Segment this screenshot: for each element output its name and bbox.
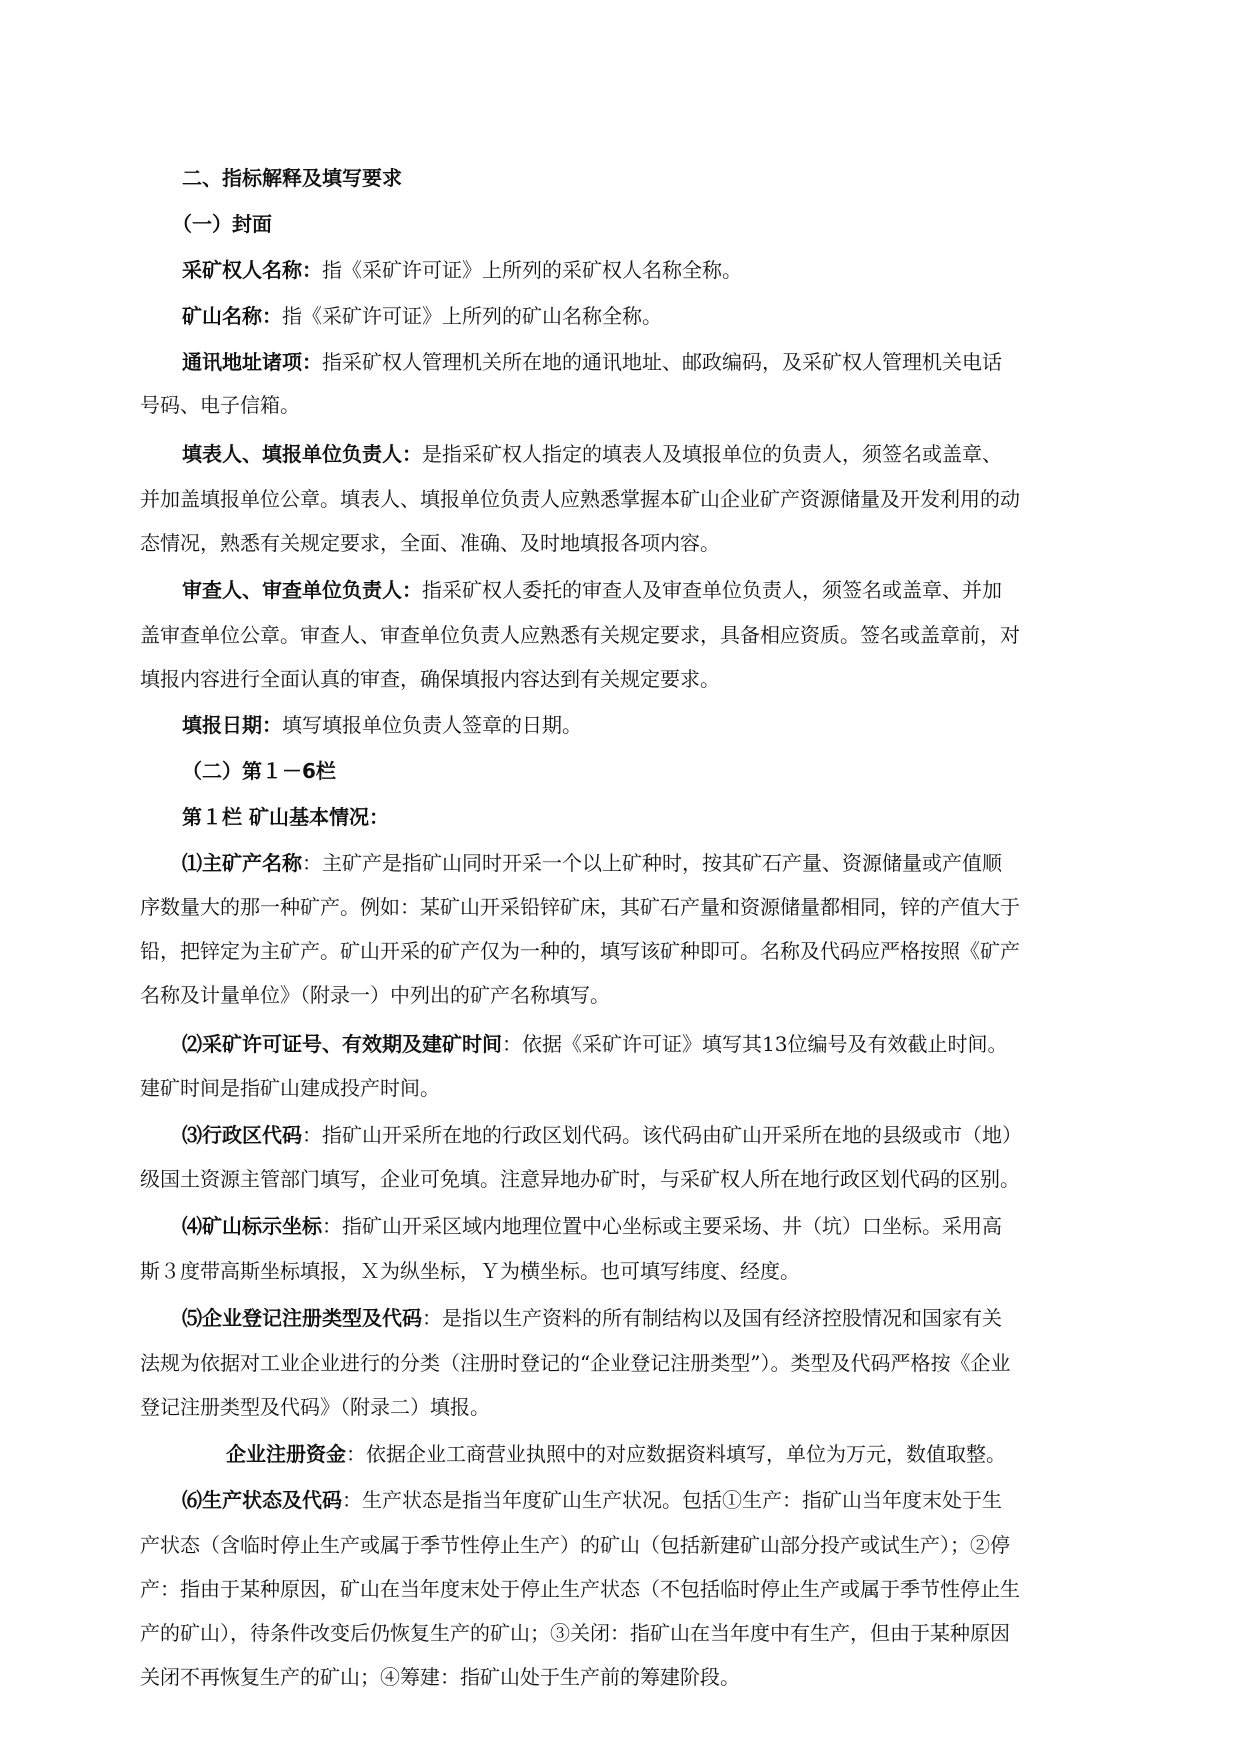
item6-line3: 产：指由于某种原因，矿山在当年度末处于停止生产状态（不包括临时停止生产或属于季节性停止生 — [140, 1577, 1020, 1601]
paragraph-reviewer-line2: 盖审查单位公章。审查人、审查单位负责人应熟悉有关规定要求，具备相应资质。签名或盖章前，对 — [140, 623, 1020, 647]
item1-line2: 序数量大的那一种矿产。例如：某矿山开采铅锌矿床，其矿石产量和资源储量都相同，锌的产值大于 — [140, 895, 1020, 919]
text-mine-name: 指《采矿许可证》上所列的矿山名称全称。 — [282, 304, 662, 328]
term-registration-type: ⑸企业登记注册类型及代码 — [182, 1306, 422, 1330]
term-mine-coordinates: ⑷矿山标示坐标 — [182, 1214, 322, 1238]
item3-line2: 级国土资源主管部门填写，企业可免填。注意异地办矿时，与采矿权人所在地行政区划代码的区别。 — [140, 1167, 1020, 1191]
text-fill-date: 填写填报单位负责人签章的日期。 — [282, 713, 582, 737]
text-registered-capital: ：依据企业工商营业执照中的对应数据资料填写，单位为万元，数值取整。 — [346, 1442, 1006, 1466]
term-filler: 填表人、填报单位负责人： — [182, 442, 422, 466]
paragraph-filler-line1 — [182, 439, 1002, 469]
item6-line1 — [182, 1485, 1002, 1515]
term-address: 通讯地址诸项： — [182, 350, 322, 374]
term-production-status: ⑹生产状态及代码 — [182, 1488, 342, 1512]
paragraph-reviewer-line1 — [182, 575, 1002, 605]
paragraph-fill-date — [182, 710, 582, 740]
term-reviewer: 审查人、审查单位负责人： — [182, 578, 422, 602]
item5-line3: 登记注册类型及代码》（附录二）填报。 — [140, 1395, 490, 1419]
text-address-1: 指采矿权人管理机关所在地的通讯地址、邮政编码，及采矿权人管理机关电话 — [322, 350, 1002, 374]
item4-line2: 斯３度带高斯坐标填报，Ｘ为纵坐标，Ｙ为横坐标。也可填写纬度、经度。 — [140, 1259, 800, 1283]
term-admin-code: ⑶行政区代码 — [182, 1123, 302, 1147]
item1-line1 — [182, 848, 1002, 878]
item2-line1 — [182, 1029, 1007, 1059]
item2-line2: 建矿时间是指矿山建成投产时间。 — [140, 1076, 440, 1100]
term-license-number: ⑵采矿许可证号、有效期及建矿时间 — [182, 1032, 502, 1056]
item3-line1 — [182, 1120, 1022, 1150]
text-licensee-name: 指《采矿许可证》上所列的采矿权人名称全称。 — [322, 258, 742, 282]
item6-line2: 产状态（含临时停止生产或属于季节性停止生产）的矿山（包括新建矿山部分投产或试生产）；②停 — [140, 1533, 1010, 1557]
item6-line5: 关闭不再恢复生产的矿山；④筹建：指矿山处于生产前的筹建阶段。 — [140, 1665, 740, 1689]
term-registered-capital: 企业注册资金 — [226, 1442, 346, 1466]
paragraph-registered-capital — [226, 1439, 1006, 1469]
column1-title: 第１栏 矿山基本情况： — [182, 805, 389, 829]
item5-line2: 法规为依据对工业企业进行的分类（注册时登记的“企业登记注册类型”）。类型及代码严格按《企业 — [140, 1351, 1011, 1375]
paragraph-mine-name — [182, 301, 662, 331]
section-title: 二、指标解释及填写要求 — [182, 166, 402, 190]
subsection-columns-title: （二）第１－6栏 — [182, 759, 336, 783]
term-fill-date: 填报日期： — [182, 713, 282, 737]
paragraph-filler-line2: 并加盖填报单位公章。填表人、填报单位负责人应熟悉掌握本矿山企业矿产资源储量及开发利用的动 — [140, 487, 1020, 511]
text-filler-1: 是指采矿权人指定的填表人及填报单位的负责人，须签名或盖章、 — [422, 442, 1002, 466]
text-registration-type-1: ：是指以生产资料的所有制结构以及国有经济控股情况和国家有关 — [422, 1306, 1002, 1330]
term-main-mineral: ⑴主矿产名称 — [182, 851, 302, 875]
item4-line1 — [182, 1211, 1002, 1241]
paragraph-licensee-name — [182, 255, 742, 285]
term-mine-name: 矿山名称： — [182, 304, 282, 328]
item1-line3: 铅，把锌定为主矿产。矿山开采的矿产仅为一种的，填写该矿种即可。名称及代码应严格按照《矿产 — [140, 939, 1020, 963]
subsection-cover-title: （一）封面 — [172, 212, 272, 236]
text-production-status-1: ：生产状态是指当年度矿山生产状况。包括①生产：指矿山当年度末处于生 — [342, 1488, 1002, 1512]
paragraph-address-line2: 号码、电子信箱。 — [140, 393, 300, 417]
item5-line1 — [182, 1303, 1002, 1333]
item1-line4: 名称及计量单位》（附录一）中列出的矿产名称填写。 — [140, 983, 610, 1007]
paragraph-filler-line3: 态情况，熟悉有关规定要求，全面、准确、及时地填报各项内容。 — [140, 531, 720, 555]
text-mine-coordinates-1: ：指矿山开采区域内地理位置中心坐标或主要采场、井（坑）口坐标。采用高 — [322, 1214, 1002, 1238]
term-licensee-name: 采矿权人名称： — [182, 258, 322, 282]
item6-line4: 产的矿山），待条件改变后仍恢复生产的矿山；③关闭：指矿山在当年度中有生产，但由于某种原因 — [140, 1621, 1010, 1645]
text-admin-code-1: ：指矿山开采所在地的行政区划代码。该代码由矿山开采所在地的县级或市（地） — [302, 1123, 1022, 1147]
paragraph-reviewer-line3: 填报内容进行全面认真的审查，确保填报内容达到有关规定要求。 — [140, 667, 720, 691]
text-license-number-1: ：依据《采矿许可证》填写其13位编号及有效截止时间。 — [502, 1032, 1008, 1056]
paragraph-address-line1 — [182, 347, 1002, 377]
text-main-mineral-1: ：主矿产是指矿山同时开采一个以上矿种时，按其矿石产量、资源储量或产值顺 — [302, 851, 1002, 875]
text-reviewer-1: 指采矿权人委托的审查人及审查单位负责人，须签名或盖章、并加 — [422, 578, 1002, 602]
